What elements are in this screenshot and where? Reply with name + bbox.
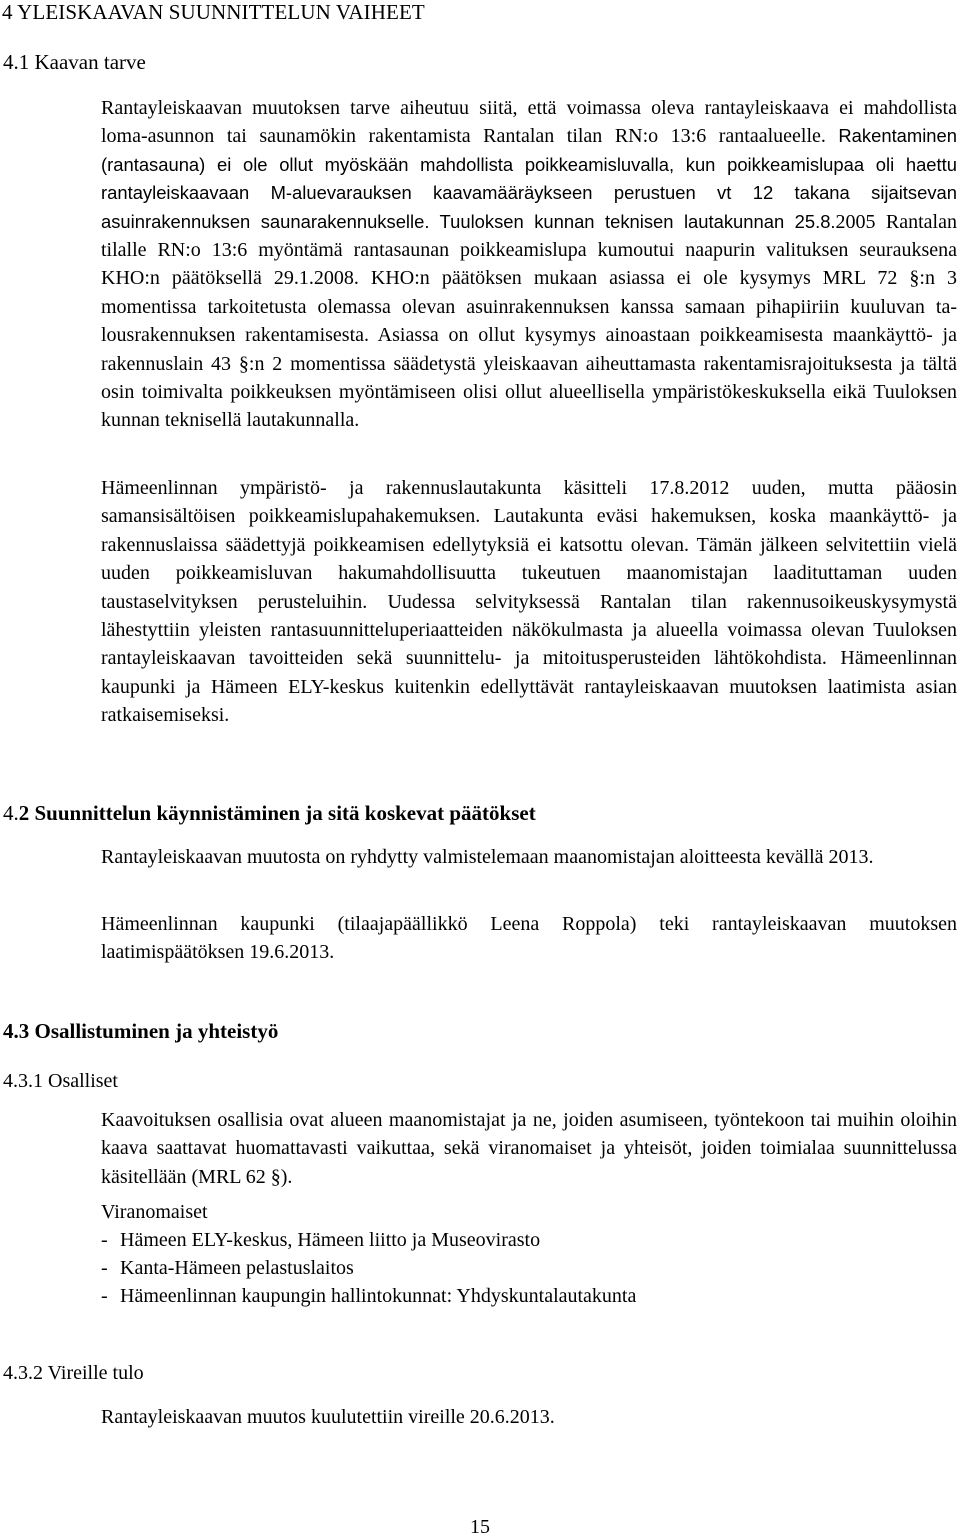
authorities-list	[101, 1226, 636, 1310]
section-4-1-paragraph-1	[101, 94, 957, 435]
list-item	[101, 1226, 636, 1254]
dash-marker: -	[101, 1229, 108, 1251]
section-4-2-heading	[3, 799, 536, 827]
section-4-2-title: 2 Suunnittelun käynnistäminen ja sitä koskevat päätökset	[18, 801, 536, 825]
section-4-1-heading: 4.1 Kaavan tarve	[3, 50, 146, 74]
section-4-3-1-heading: 4.3.1 Osalliset	[3, 1070, 118, 1092]
dash-marker: -	[101, 1285, 108, 1307]
paragraph-sans-part: Rakentaminen (rantasauna) ei ole ollut myöskään mahdollista poikkeamisluvalla, kun poikkeamislupaa oli haettu rantayleiskaavaan M-aluevarauksen kaavamääräykseen perustuen vt 12 takana sijaitsevan asuinrakennuksen saunarakennukselle. Tuuloksen kunnan teknisen lautakunnan 25.8.	[101, 125, 957, 232]
section-4-2-paragraph-1: Rantayleiskaavan muutosta on ryhdytty valmistelemaan maanomistajan aloitteesta kevällä 2013.	[101, 846, 874, 868]
section-4-1-paragraph-2: Hämeenlinnan ympäristö- ja rakennuslautakunta käsitteli 17.8.2012 uuden, mutta pääosin samansisältöisen poikkeamislupahakemuksen. Lautakunta eväsi hakemuksen, koska maankäyttö- ja rakennuslaissa säädettyjä poikkeamisen edellytyksiä ei katsottu olevan. Tämän jälkeen selvitettiin vielä uuden poikkeamisluvan hakumahdollisuutta tukeutuen maanomistajan laadituttaman uuden taustaselvityksen perusteluihin. Uudessa selvityksessä Rantalan tilan rakennusoikeuskysymystä lähestyttiin yleisten rantasuunnitteluperiaatteiden näkökulmasta ja alueella voimassa olevan Tuuloksen rantayleiskaavan tavoitteiden sekä suunnittelu- ja mitoitusperusteiden lähtökohdista. Hämeenlinnan kaupunki ja Hämeen ELY-keskus kuitenkin edellyttävät rantayleiskaavan muutoksen laatimista asian ratkaisemiseksi.	[101, 477, 957, 727]
list-item	[101, 1254, 636, 1282]
paragraph-rest-part: 2005 Rantalan tilalle RN:o 13:6 myöntämä rantasaunan poikkeamislupa kumoutui naapurin valituksen seurauksena KHO:n päätöksellä 29.1.2008. KHO:n päätöksen mukaan asiassa ei ole kysymys MRL 72 §:n 3 momentissa tarkoitetusta olemassa olevan asuinrakennuksen kanssa samaan pihapiiriin kuuluvan talousrakennuksen rakentamisesta. Asiassa on ollut kysymys ainoastaan poikkeamisesta maankäyttö- ja rakennuslain 43 §:n 2 momentissa säädetystä yleiskaavan aiheuttamasta rakentamisrajoituksesta ja tältä osin toimivalta poikkeuksen myöntämiseen olisi ollut alueellisella ympäristökeskuksella eikä Tuuloksen kunnan teknisellä lautakunnalla.	[101, 210, 957, 432]
chapter-title: 4 YLEISKAAVAN SUUNNITTELUN VAIHEET	[2, 0, 425, 24]
dash-marker: -	[101, 1257, 108, 1279]
list-item-text: Hämeen ELY-keskus, Hämeen liitto ja Museovirasto	[120, 1229, 541, 1251]
page-number: 15	[470, 1516, 490, 1538]
section-4-3-1-paragraph: Kaavoituksen osallisia ovat alueen maanomistajat ja ne, joiden asumiseen, työntekoon tai muihin oloihin kaava saattavat huomattavasti vaikuttaa, sekä viranomaiset ja yhteisöt, joiden toimialaa suunnittelussa käsitellään (MRL 62 §).	[101, 1109, 957, 1188]
section-4-3-heading: 4.3 Osallistuminen ja yhteistyö	[3, 1019, 279, 1043]
section-4-2-number: 4.	[3, 801, 19, 825]
paragraph-serif-part: Rantayleiskaavan muutoksen tarve aiheutuu siitä, että voimassa oleva rantayleiskaava ei mahdollista loma-asunnon tai saunamökin rakentamista Rantalan tilan RN:o 13:6 rantaalueelle.	[101, 97, 957, 148]
section-4-2-paragraph-2: Hämeenlinnan kaupunki (tilaajapäällikkö Leena Roppola) teki rantayleiskaavan muutoksen laatimispäätöksen 19.6.2013.	[101, 913, 957, 964]
authorities-label: Viranomaiset	[101, 1201, 208, 1223]
list-item-text: Hämeenlinnan kaupungin hallintokunnat: Yhdyskuntalautakunta	[120, 1285, 637, 1307]
section-4-3-2-paragraph: Rantayleiskaavan muutos kuulutettiin vireille 20.6.2013.	[101, 1406, 555, 1428]
section-4-3-2-heading: 4.3.2 Vireille tulo	[3, 1362, 144, 1384]
list-item-text: Kanta-Hämeen pelastuslaitos	[120, 1257, 354, 1279]
list-item	[101, 1282, 636, 1310]
